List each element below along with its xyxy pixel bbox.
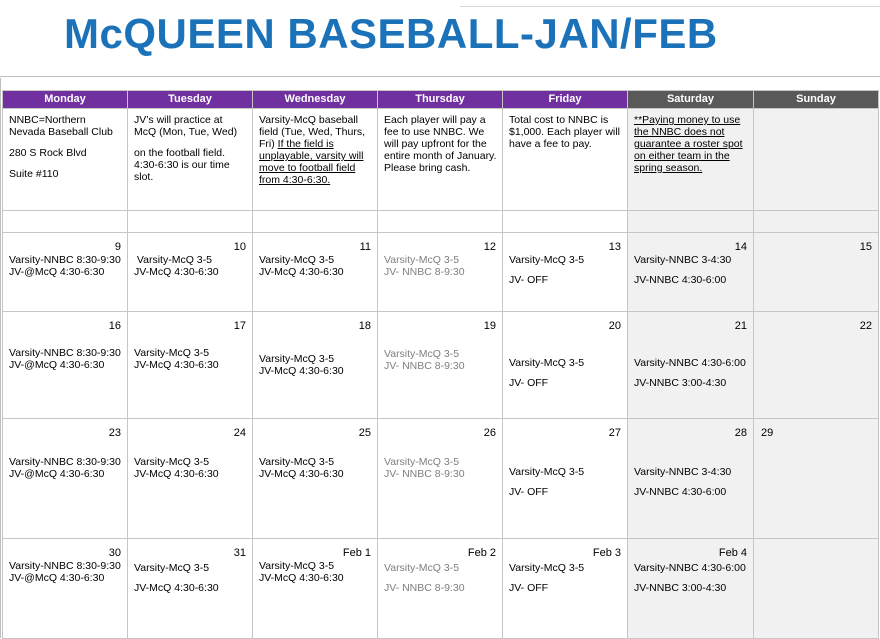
date-number: 17 <box>233 320 246 332</box>
info-address-street: 280 S Rock Blvd <box>9 147 87 159</box>
info-roster-disclaimer: **Paying money to use the NNBC does not guarantee a roster spot on either team in the spring season. <box>634 114 743 174</box>
day-header-row <box>3 91 879 109</box>
jv-entry: JV-McQ 4:30-6:30 <box>259 365 344 377</box>
info-player-fee: Each player will pay a fee to use NNBC. We will pay upfront for the entire month of January. Please bring cash. <box>384 114 497 174</box>
page-title: McQUEEN BASEBALL-JAN/FEB <box>64 10 718 57</box>
day-cell <box>754 539 879 639</box>
date-number: 29 <box>761 427 774 439</box>
date-number: 9 <box>114 241 121 253</box>
date-number: 12 <box>483 241 496 253</box>
day-cell <box>128 312 253 419</box>
jv-entry: JV-McQ 4:30-6:30 <box>134 266 219 278</box>
info-cell-saturday <box>628 109 754 211</box>
info-club-name: NNBC=Northern Nevada Baseball Club <box>9 114 113 138</box>
varsity-entry: Varsity-McQ 3-5 <box>134 347 210 359</box>
day-cell <box>128 233 253 312</box>
header-friday: Friday <box>503 91 628 109</box>
varsity-entry: Varsity-McQ 3-5 <box>509 466 585 478</box>
day-cell <box>503 419 628 539</box>
week-row <box>3 539 879 639</box>
varsity-entry: Varsity-McQ 3-5 <box>259 254 335 266</box>
date-number: 27 <box>608 427 621 439</box>
jv-entry: JV-NNBC 4:30-6:00 <box>634 274 727 286</box>
jv-entry: JV-@McQ 4:30-6:30 <box>9 266 105 278</box>
varsity-entry: Varsity-McQ 3-5 <box>384 562 460 574</box>
jv-entry: JV- NNBC 8-9:30 <box>384 468 465 480</box>
varsity-entry: Varsity-McQ 3-5 <box>509 562 585 574</box>
jv-entry: JV- OFF <box>509 582 549 594</box>
info-cell-monday <box>3 109 128 211</box>
date-number: Feb 1 <box>342 547 371 559</box>
date-number: 21 <box>734 320 747 332</box>
date-number: 23 <box>108 427 121 439</box>
day-cell <box>378 539 503 639</box>
date-number: Feb 3 <box>592 547 621 559</box>
jv-entry: JV- OFF <box>509 274 549 286</box>
varsity-entry: Varsity-McQ 3-5 <box>134 456 210 468</box>
header-wednesday: Wednesday <box>253 91 378 109</box>
date-number: 28 <box>734 427 747 439</box>
varsity-entry: Varsity-NNBC 4:30-6:00 <box>634 357 746 369</box>
day-cell <box>378 419 503 539</box>
date-number: 15 <box>859 241 872 253</box>
date-number: 31 <box>233 547 246 559</box>
day-cell <box>253 233 378 312</box>
jv-entry: JV- NNBC 8-9:30 <box>384 266 465 278</box>
info-address-suite: Suite #110 <box>9 168 59 180</box>
info-cell-wednesday <box>253 109 378 211</box>
day-cell <box>3 539 128 639</box>
jv-entry: JV-McQ 4:30-6:30 <box>134 582 219 594</box>
varsity-entry: Varsity-NNBC 8:30-9:30 <box>9 456 121 468</box>
left-margin-line <box>0 78 1 638</box>
day-cell <box>754 419 879 539</box>
day-cell <box>503 312 628 419</box>
date-number: 19 <box>483 320 496 332</box>
date-number: 10 <box>233 241 246 253</box>
jv-entry: JV-McQ 4:30-6:30 <box>259 572 344 584</box>
jv-entry: JV- NNBC 8-9:30 <box>384 582 465 594</box>
date-number: 13 <box>608 241 621 253</box>
jv-entry: JV-@McQ 4:30-6:30 <box>9 572 105 584</box>
info-field-unplayable-note: If the field is unplayable, varsity will move to football field from 4:30-6:30. <box>259 138 364 186</box>
header-tuesday: Tuesday <box>128 91 253 109</box>
day-cell <box>754 312 879 419</box>
info-jv-timeslot: on the football field. 4:30-6:30 is our time slot. <box>134 147 230 183</box>
date-number: Feb 2 <box>467 547 496 559</box>
varsity-entry: Varsity-NNBC 8:30-9:30 <box>9 560 121 572</box>
info-cell-tuesday <box>128 109 253 211</box>
jv-entry: JV-McQ 4:30-6:30 <box>134 359 219 371</box>
date-number: 18 <box>358 320 371 332</box>
date-number: 11 <box>359 241 371 253</box>
date-number: 22 <box>859 320 872 332</box>
date-number: 26 <box>483 427 496 439</box>
day-cell <box>253 539 378 639</box>
day-cell <box>378 312 503 419</box>
jv-entry: JV- OFF <box>509 486 549 498</box>
day-cell <box>378 233 503 312</box>
varsity-entry: Varsity-McQ 3-5 <box>134 254 212 266</box>
varsity-entry: Varsity-NNBC 8:30-9:30 <box>9 254 121 266</box>
header-monday: Monday <box>3 91 128 109</box>
jv-entry: JV-NNBC 3:00-4:30 <box>634 582 727 594</box>
date-number: 30 <box>108 547 121 559</box>
day-cell <box>128 539 253 639</box>
header-thursday: Thursday <box>378 91 503 109</box>
info-total-cost: Total cost to NNBC is $1,000. Each player will have a fee to pay. <box>509 114 620 150</box>
info-cell-thursday <box>378 109 503 211</box>
varsity-entry: Varsity-McQ 3-5 <box>134 562 210 574</box>
day-cell <box>3 312 128 419</box>
day-cell <box>628 539 754 639</box>
info-varsity-field-text: Varsity-McQ baseball field (Tue, Wed, Thurs, Fri) <box>259 114 366 150</box>
jv-entry: JV-McQ 4:30-6:30 <box>134 468 219 480</box>
day-cell <box>628 312 754 419</box>
info-cell-friday <box>503 109 628 211</box>
varsity-entry: Varsity-NNBC 3-4:30 <box>634 254 732 266</box>
week-row <box>3 233 879 312</box>
date-number: 24 <box>233 427 246 439</box>
varsity-entry: Varsity-NNBC 4:30-6:00 <box>634 562 746 574</box>
info-row <box>3 109 879 211</box>
varsity-entry: Varsity-McQ 3-5 <box>259 456 335 468</box>
day-cell <box>128 419 253 539</box>
varsity-entry: Varsity-McQ 3-5 <box>259 353 335 365</box>
day-cell <box>503 539 628 639</box>
date-number: 16 <box>108 320 121 332</box>
header-sunday: Sunday <box>754 91 879 109</box>
varsity-entry: Varsity-McQ 3-5 <box>384 254 460 266</box>
day-cell <box>3 233 128 312</box>
jv-entry: JV-@McQ 4:30-6:30 <box>9 359 105 371</box>
info-jv-practice: JV’s will practice at McQ (Mon, Tue, Wed) <box>134 114 238 138</box>
jv-entry: JV- NNBC 8-9:30 <box>384 360 465 372</box>
jv-entry: JV-NNBC 4:30-6:00 <box>634 486 727 498</box>
title-divider <box>0 76 880 77</box>
day-cell <box>628 233 754 312</box>
jv-entry: JV-McQ 4:30-6:30 <box>259 266 344 278</box>
varsity-entry: Varsity-McQ 3-5 <box>509 357 585 369</box>
day-cell <box>3 419 128 539</box>
jv-entry: JV-McQ 4:30-6:30 <box>259 468 344 480</box>
date-number <box>754 539 878 560</box>
date-number: 14 <box>734 241 747 253</box>
jv-entry: JV-NNBC 3:00-4:30 <box>634 377 727 389</box>
varsity-entry: Varsity-NNBC 3-4:30 <box>634 466 732 478</box>
varsity-entry: Varsity-McQ 3-5 <box>509 254 585 266</box>
header-saturday: Saturday <box>628 91 754 109</box>
varsity-entry: Varsity-NNBC 8:30-9:30 <box>9 347 121 359</box>
date-number: 25 <box>358 427 371 439</box>
date-number: 20 <box>608 320 621 332</box>
jv-entry: JV- OFF <box>509 377 549 389</box>
day-cell <box>253 312 378 419</box>
varsity-entry: Varsity-McQ 3-5 <box>384 348 460 360</box>
info-varsity-field <box>253 109 377 186</box>
week-row <box>3 312 879 419</box>
varsity-entry: Varsity-McQ 3-5 <box>384 456 460 468</box>
day-cell <box>253 419 378 539</box>
varsity-entry: Varsity-McQ 3-5 <box>259 560 335 572</box>
info-cell-sunday <box>754 109 879 211</box>
day-cell <box>628 419 754 539</box>
day-cell <box>503 233 628 312</box>
jv-entry: JV-@McQ 4:30-6:30 <box>9 468 105 480</box>
date-number: Feb 4 <box>718 547 747 559</box>
day-cell <box>754 233 879 312</box>
week-row <box>3 419 879 539</box>
spacer-row <box>3 211 879 233</box>
calendar-table <box>2 90 879 639</box>
